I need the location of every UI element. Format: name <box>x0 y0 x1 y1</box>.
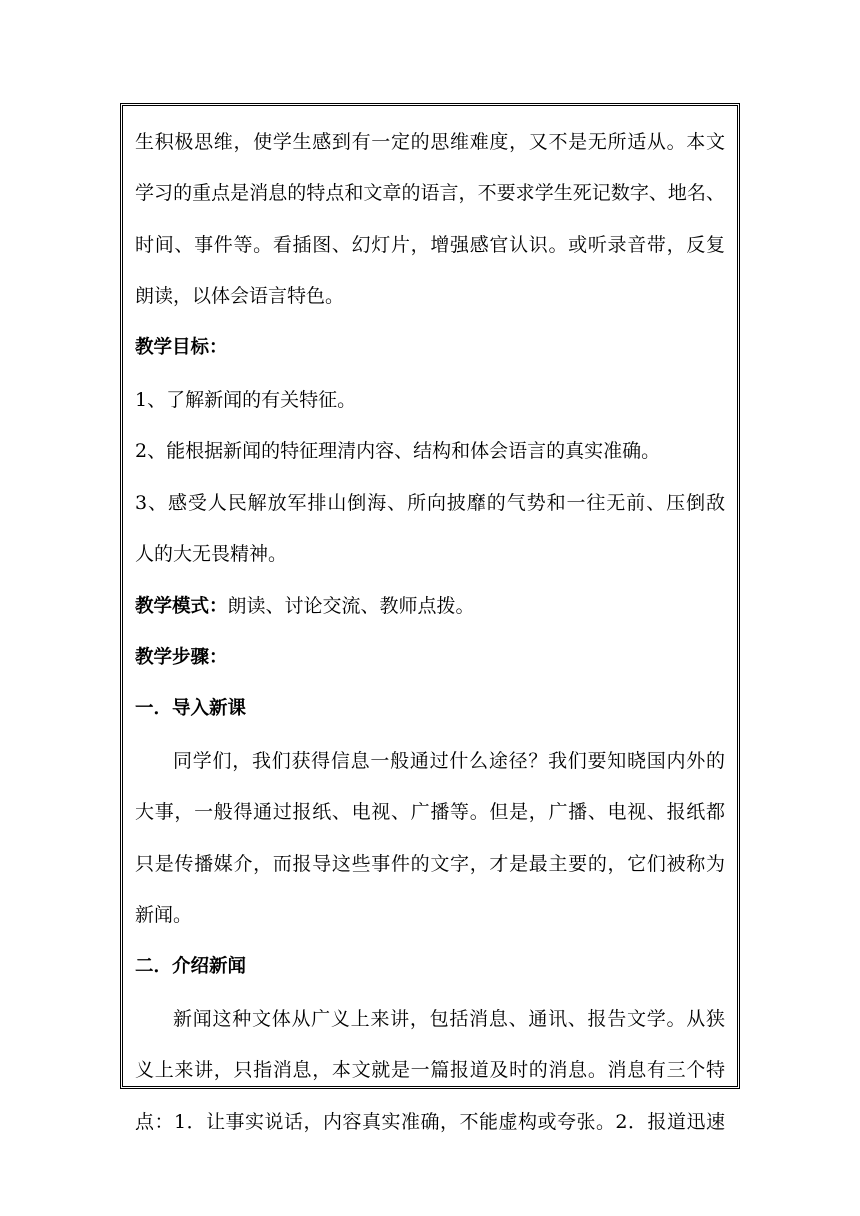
teaching-mode-label: 教学模式： <box>135 596 228 617</box>
teaching-mode-text: 朗读、讨论交流、教师点拨。 <box>227 595 475 617</box>
paragraph-line: 时间、事件等。看插图、幻灯片，增强感官认识。或听录音带，反复 <box>135 234 725 256</box>
paragraph-line: 朗读，以体会语言特色。 <box>135 285 345 307</box>
paragraph-line: 新闻。 <box>135 904 193 926</box>
section-heading: 一．导入新课 <box>135 698 247 719</box>
paragraph-line: 大事，一般得通过报纸、电视、广播等。但是，广播、电视、报纸都 <box>135 801 725 823</box>
paragraph-line: 只是传播媒介，而报导这些事件的文字，才是最主要的，它们被称为 <box>135 853 725 875</box>
goal-item: 1、了解新闻的有关特征。 <box>135 389 357 411</box>
paragraph-line: 同学们，我们获得信息一般通过什么途径？我们要知晓国内外的 <box>173 750 725 772</box>
teaching-mode <box>135 591 475 621</box>
paragraph-line: 学习的重点是消息的特点和文章的语言，不要求学生死记数字、地名、 <box>135 182 725 204</box>
goal-item-continued: 人的大无畏精神。 <box>135 543 288 565</box>
goals-heading: 教学目标： <box>135 337 228 358</box>
goal-item: 3、感受人民解放军排山倒海、所向披靡的气势和一往无前、压倒敌 <box>135 492 725 514</box>
document-table-cell <box>120 103 740 1133</box>
paragraph-line: 新闻这种文体从广义上来讲，包括消息、通讯、报告文学。从狭 <box>173 1008 725 1030</box>
goal-item: 2、能根据新闻的特征理清内容、结构和体会语言的真实准确。 <box>135 440 661 462</box>
section-heading: 二．介绍新闻 <box>135 956 247 977</box>
paragraph-line: 生积极思维，使学生感到有一定的思维难度，又不是无所适从。本文 <box>135 131 725 153</box>
paragraph-line: 义上来讲，只指消息，本文就是一篇报道及时的消息。消息有三个特 <box>135 1059 725 1081</box>
paragraph-line: 点：1．让事实说话，内容真实准确，不能虚构或夸张。2．报道迅速 <box>135 1111 725 1133</box>
steps-heading: 教学步骤： <box>135 647 228 668</box>
